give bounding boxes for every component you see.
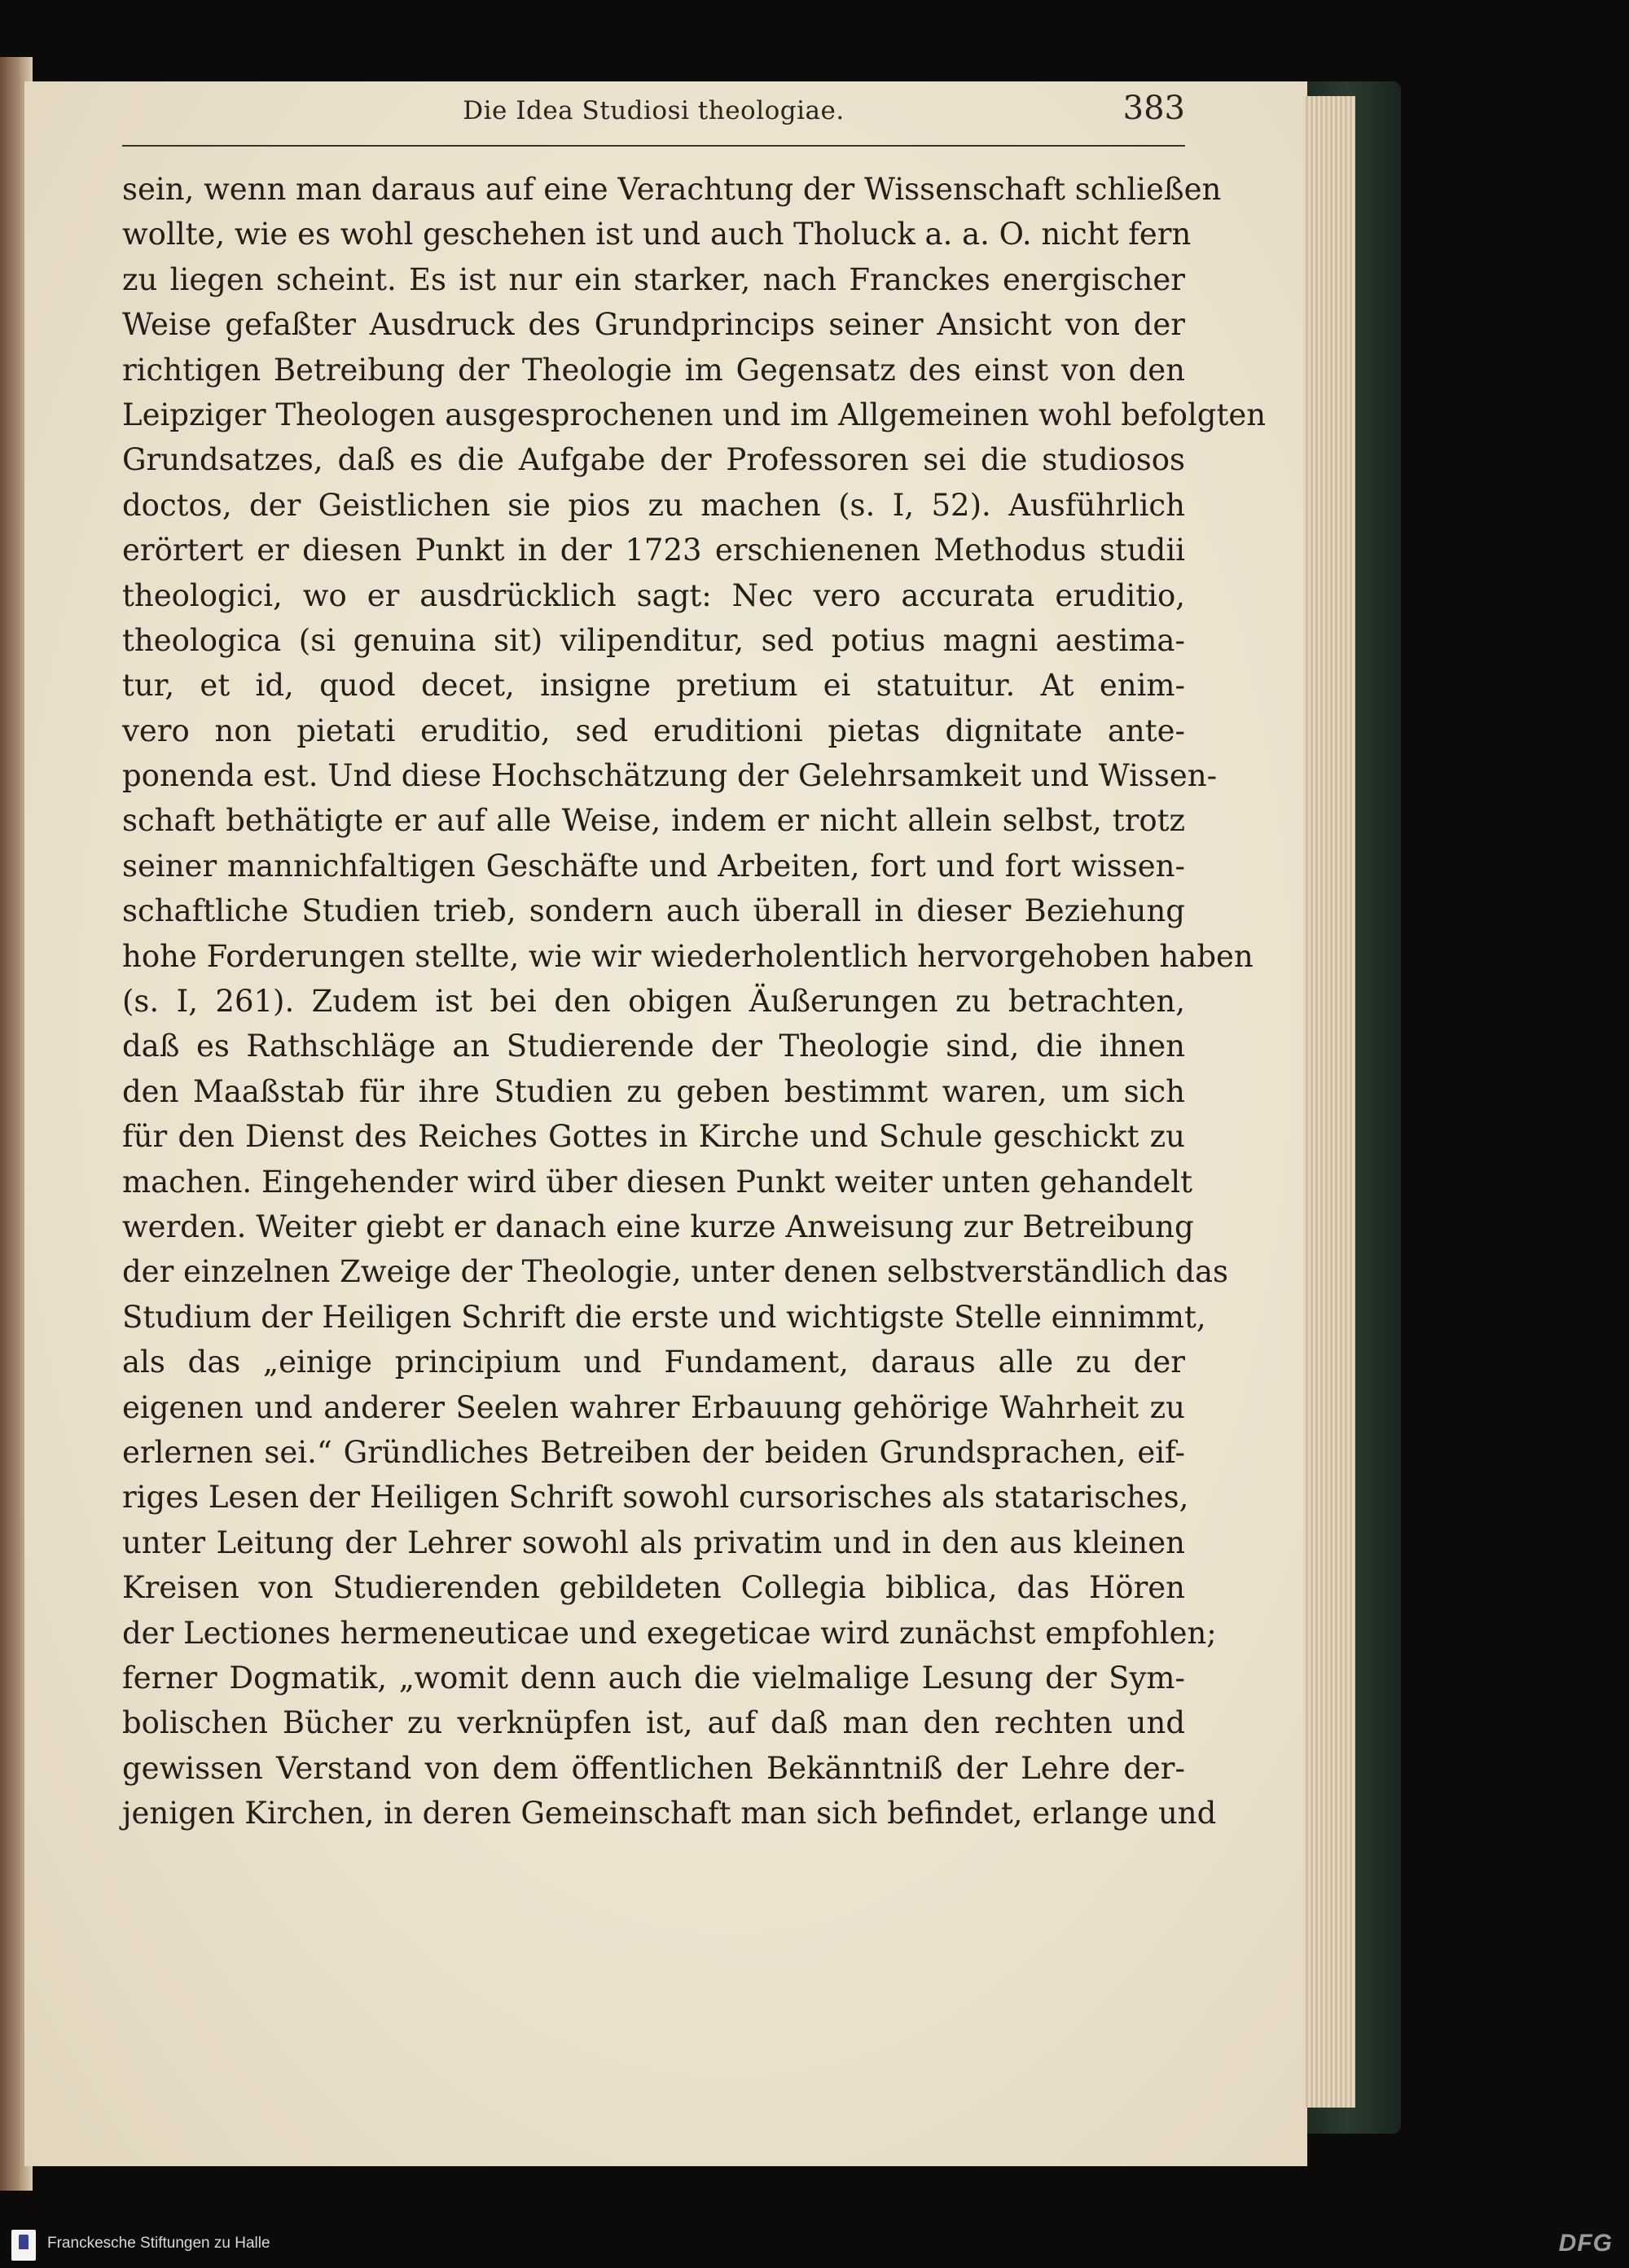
text-line: unter Leitung der Lehrer sowohl als privatim und in den aus kleinen [122,1524,1185,1560]
text-line: daß es Rathschläge an Studierende der Theologie sind, die ihnen [122,1029,1185,1064]
text-line: schaftliche Studien trieb, sondern auch überall in dieser Beziehung [122,893,1185,929]
text-line: der einzelnen Zweige der Theologie, unter denen selbstverständlich das [122,1254,1228,1290]
dfg-logo: DFG [1558,2230,1613,2257]
text-line: tur, et id, quod decet, insigne pretium ei statuitur. At enim- [122,668,1185,704]
text-line: theologici, wo er ausdrücklich sagt: Nec vero accurata eruditio, [122,577,1185,613]
text-line: werden. Weiter giebt er danach eine kurze Anweisung zur Betreibung [122,1209,1194,1244]
text-line: sein, wenn man daraus auf eine Verachtung der Wissenschaft schließen [122,172,1222,207]
page-header [122,88,1185,147]
text-line: den Maaßstab für ihre Studien zu geben bestimmt waren, um sich [122,1073,1185,1109]
text-line: richtigen Betreibung der Theologie im Gegensatz des einst von den [122,352,1185,388]
body-text [122,167,1267,1836]
text-line: hohe Forderungen stellte, wie wir wiederholentlich hervorgehoben haben [122,938,1254,974]
text-line: Weise gefaßter Ausdruck des Grundprincips seiner Ansicht von der [122,307,1185,343]
text-line: erlernen sei.“ Gründliches Betreiben der beiden Grundsprachen, eif- [122,1434,1185,1470]
page-number: 383 [1122,90,1185,127]
text-line: theologica (si genuina sit) vilipenditur, sed potius magni aestima- [122,622,1185,658]
viewer-footer [0,2223,1629,2268]
text-line: vero non pietati eruditio, sed eruditioni pietas dignitate ante- [122,713,1185,748]
text-line: riges Lesen der Heiligen Schrift sowohl cursorisches als statarisches, [122,1480,1189,1516]
text-line: erörtert er diesen Punkt in der 1723 erschienenen Methodus studii [122,533,1185,568]
text-line: ponenda est. Und diese Hochschätzung der Gelehrsamkeit und Wissen- [122,758,1218,794]
running-head: Die Idea Studiosi theologiae. [463,96,845,125]
text-line: ferner Dogmatik, „womit denn auch die vielmalige Lesung der Sym- [122,1660,1185,1696]
text-line: zu liegen scheint. Es ist nur ein starker, nach Franckes energischer [122,261,1185,297]
text-line: eigenen und anderer Seelen wahrer Erbauung gehörige Wahrheit zu [122,1389,1185,1425]
text-line: Kreisen von Studierenden gebildeten Collegia biblica, das Hören [122,1570,1185,1606]
text-line: Leipziger Theologen ausgesprochenen und im Allgemeinen wohl befolgten [122,397,1267,432]
text-line: jenigen Kirchen, in deren Gemeinschaft man sich befindet, erlange und [122,1796,1217,1832]
page-stack-edge [1303,96,1355,2108]
institution-label: Franckesche Stiftungen zu Halle [47,2235,270,2252]
text-line: gewissen Verstand von dem öffentlichen Bekänntniß der Lehre der- [122,1750,1185,1786]
institution-logo-icon [11,2230,36,2261]
text-line: doctos, der Geistlichen sie pios zu machen (s. I, 52). Ausführlich [122,487,1185,523]
text-line: seiner mannichfaltigen Geschäfte und Arbeiten, fort und fort wissen- [122,848,1185,884]
text-line: wollte, wie es wohl geschehen ist und auch Tholuck a. a. O. nicht fern [122,217,1192,252]
text-line: schaft bethätigte er auf alle Weise, indem er nicht allein selbst, trotz [122,803,1185,839]
text-line: bolischen Bücher zu verknüpfen ist, auf daß man den rechten und [122,1705,1185,1741]
text-line: (s. I, 261). Zudem ist bei den obigen Äußerungen zu betrachten, [122,984,1185,1020]
text-line: machen. Eingehender wird über diesen Punkt weiter unten gehandelt [122,1164,1192,1200]
text-line: für den Dienst des Reiches Gottes in Kirche und Schule geschickt zu [122,1119,1185,1155]
text-line: als das „einige principium und Fundament, daraus alle zu der [122,1345,1185,1380]
text-line: der Lectiones hermeneuticae und exegeticae wird zunächst empfohlen; [122,1615,1217,1651]
text-line: Studium der Heiligen Schrift die erste und wichtigste Stelle einnimmt, [122,1299,1206,1335]
text-line: Grundsatzes, daß es die Aufgabe der Professoren sei die studiosos [122,442,1185,478]
